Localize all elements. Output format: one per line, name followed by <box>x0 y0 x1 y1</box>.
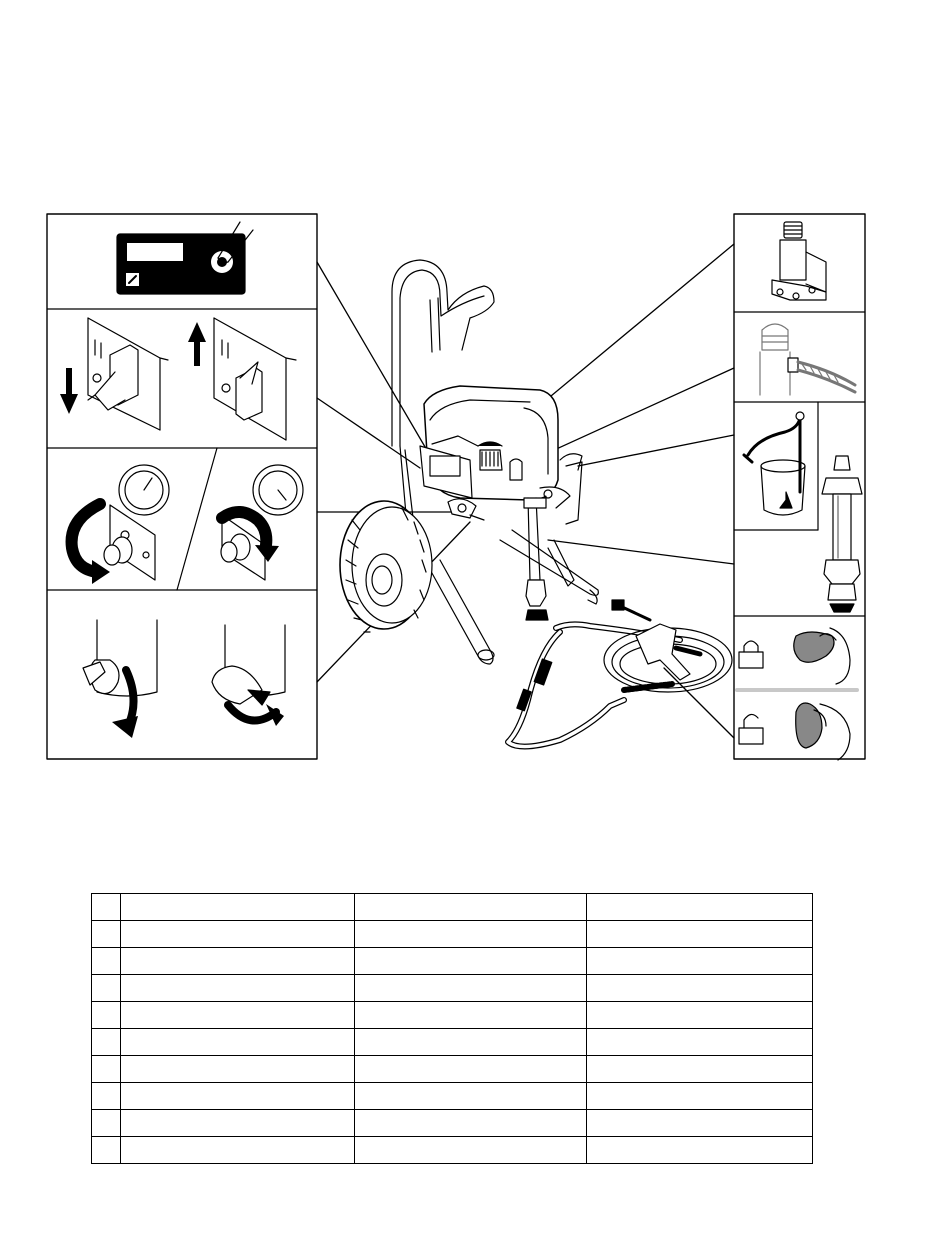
table-cell <box>355 1002 587 1029</box>
table-cell <box>92 1056 121 1083</box>
padlock-unlocked-icon <box>739 714 763 744</box>
fluid-outlet-fitting-detail <box>760 324 855 395</box>
pressure-gauge-icon <box>119 465 169 515</box>
table-row <box>92 975 813 1002</box>
table-cell <box>92 1002 121 1029</box>
sprayer-main-illustration <box>340 260 598 664</box>
table-cell <box>355 1056 587 1083</box>
table-cell <box>587 921 813 948</box>
pressure-gauge-icon <box>253 465 303 515</box>
table-cell <box>587 1083 813 1110</box>
gun-trigger-lock-detail <box>739 628 850 760</box>
table-cell <box>355 1110 587 1137</box>
table-cell <box>92 975 121 1002</box>
padlock-locked-icon <box>739 641 763 668</box>
table-cell <box>92 894 121 921</box>
table-cell <box>587 1056 813 1083</box>
table-cell <box>121 1083 355 1110</box>
table-cell <box>121 975 355 1002</box>
rotate-counterclockwise-icon <box>72 504 110 584</box>
table-cell <box>587 1137 813 1164</box>
table-cell <box>355 1137 587 1164</box>
table-cell <box>121 1056 355 1083</box>
arrow-up-icon <box>188 322 206 366</box>
arrow-down-icon <box>60 368 78 414</box>
table-cell <box>121 921 355 948</box>
table-row <box>92 1056 813 1083</box>
table-row <box>92 948 813 975</box>
prime-valve-detail <box>83 620 285 738</box>
table-cell <box>92 1029 121 1056</box>
table-cell <box>121 1029 355 1056</box>
parts-table <box>91 893 813 1164</box>
table-cell <box>587 894 813 921</box>
table-row <box>92 894 813 921</box>
table-cell <box>587 1029 813 1056</box>
brand-logo-icon <box>126 273 139 286</box>
table-cell <box>355 1029 587 1056</box>
table-cell <box>121 1137 355 1164</box>
table-cell <box>92 921 121 948</box>
table-row <box>92 1110 813 1137</box>
table-cell <box>587 1002 813 1029</box>
table-cell <box>121 1110 355 1137</box>
table-cell <box>92 1083 121 1110</box>
table-cell <box>92 1110 121 1137</box>
table-cell <box>121 894 355 921</box>
table-cell <box>355 975 587 1002</box>
table-cell <box>587 975 813 1002</box>
pressure-control-knob-detail <box>72 465 303 584</box>
table-row <box>92 1137 813 1164</box>
table-cell <box>587 948 813 975</box>
table-cell <box>587 1110 813 1137</box>
table-cell <box>355 921 587 948</box>
table-cell <box>355 894 587 921</box>
table-cell <box>92 1137 121 1164</box>
pump-detail <box>822 456 862 612</box>
table-row <box>92 1029 813 1056</box>
table-cell <box>355 1083 587 1110</box>
table-cell <box>355 948 587 975</box>
table-cell <box>92 948 121 975</box>
table-row <box>92 1083 813 1110</box>
pressure-control-assembly-detail <box>772 222 826 300</box>
suction-tube-and-pail-detail <box>744 412 805 515</box>
control-panel-detail <box>117 222 253 294</box>
table-cell <box>121 948 355 975</box>
table-cell <box>121 1002 355 1029</box>
hose-and-spray-gun <box>508 600 732 747</box>
table-row <box>92 1002 813 1029</box>
table-row <box>92 921 813 948</box>
on-off-switch-detail <box>60 318 296 440</box>
rotate-counterclockwise-icon <box>228 704 284 726</box>
